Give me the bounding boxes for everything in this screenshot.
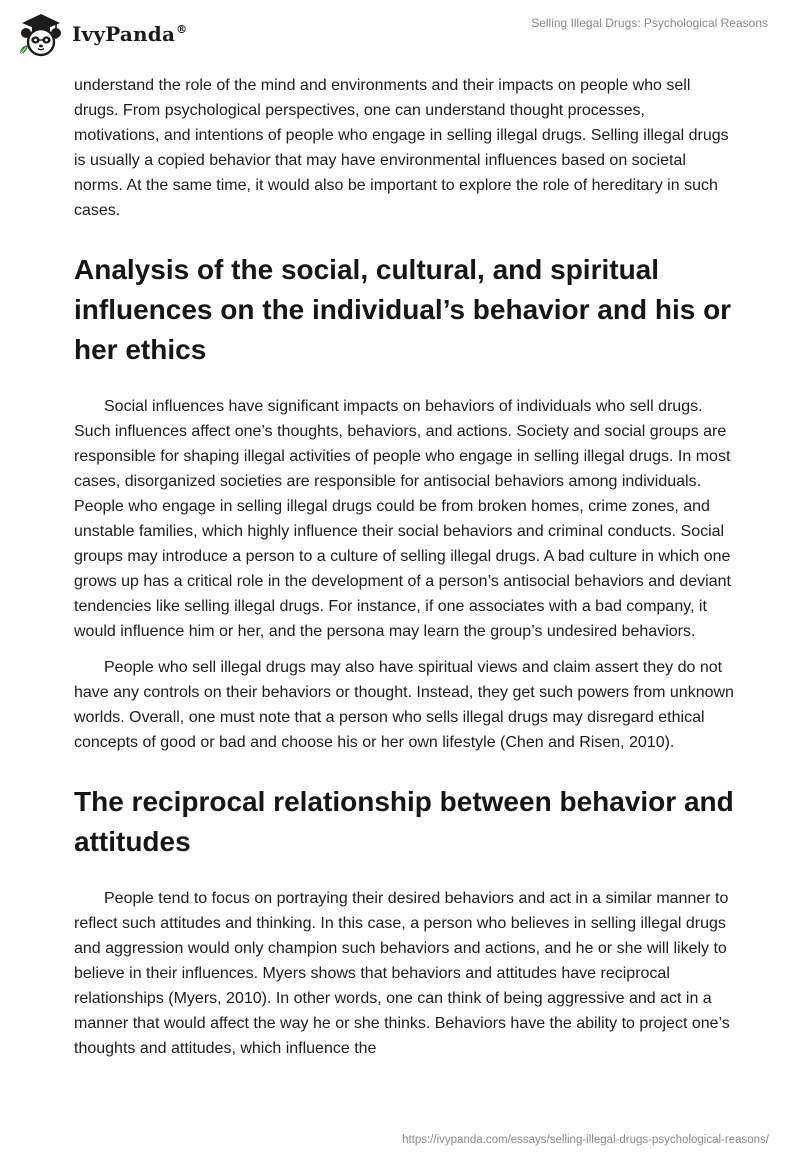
brand-name: IvyPanda® [72, 22, 188, 46]
source-url[interactable]: https://ivypanda.com/essays/selling-illegal-drugs-psychological-reasons/ [402, 1134, 769, 1146]
body-paragraph: People tend to focus on portraying their desired behaviors and act in a similar manner to reflect such attitudes and thinking. In this case, a person who believes in selling illegal drugs and aggression would only champion such behaviors and actions, and he or she will likely to believe in their influences. Myers shows that behaviors and attitudes have reciprocal relationships (Myers, 2010). In other words, one can think of being aggressive and act in a manner that would affect the way he or she thinks. Behaviors have the ability to project one’s thoughts and attitudes, which influence the [74, 890, 730, 1057]
document-title: Selling Illegal Drugs: Psychological Reasons [531, 16, 768, 30]
body-paragraph: Social influences have significant impacts on behaviors of individuals who sell drugs. Such influences affect one’s thoughts, behaviors, and actions. Society and social groups are responsible for shaping illegal activities of people who engage in selling illegal drugs. In most cases, disorganized societies are responsible for antisocial behaviors among individuals. People who engage in selling illegal drugs could be from broken homes, crime zones, and unstable families, which highly influence their social behaviors and criminal conducts. Social groups may introduce a person to a culture of selling illegal drugs. A bad culture in which one grows up has a critical role in the development of a person’s antisocial behaviors and deviant tendencies like selling illegal drugs. For instance, if one associates with a bad company, it would influence him or her, and the persona may learn the group’s undesired behaviors. [74, 398, 731, 640]
section-heading-influences: Analysis of the social, cultural, and spiritual influences on the individual’s behavior and his or her ethics [74, 254, 732, 365]
registered-mark: ® [176, 23, 188, 37]
intro-paragraph: understand the role of the mind and environments and their impacts on people who sell drugs. From psychological perspectives, one can understand thought processes, motivations, and intentions of people who engage in selling illegal drugs. Selling illegal drugs is usually a copied behavior that may have environmental influences based on societal norms. At the same time, it would also be important to explore the role of hereditary in such cases. [74, 77, 729, 219]
brand-logo[interactable] [16, 10, 187, 58]
page-header [0, 0, 800, 70]
essay-body [74, 73, 734, 1061]
panda-graduate-icon [16, 10, 66, 58]
section-heading-reciprocal: The reciprocal relationship between behavior and attitudes [74, 786, 734, 857]
body-paragraph: People who sell illegal drugs may also have spiritual views and claim assert they do not have any controls on their behaviors or thought. Instead, they get such powers from unknown worlds. Overall, one must note that a person who sells illegal drugs may disregard ethical concepts of good or bad and choose his or her own lifestyle (Chen and Risen, 2010). [74, 659, 734, 751]
